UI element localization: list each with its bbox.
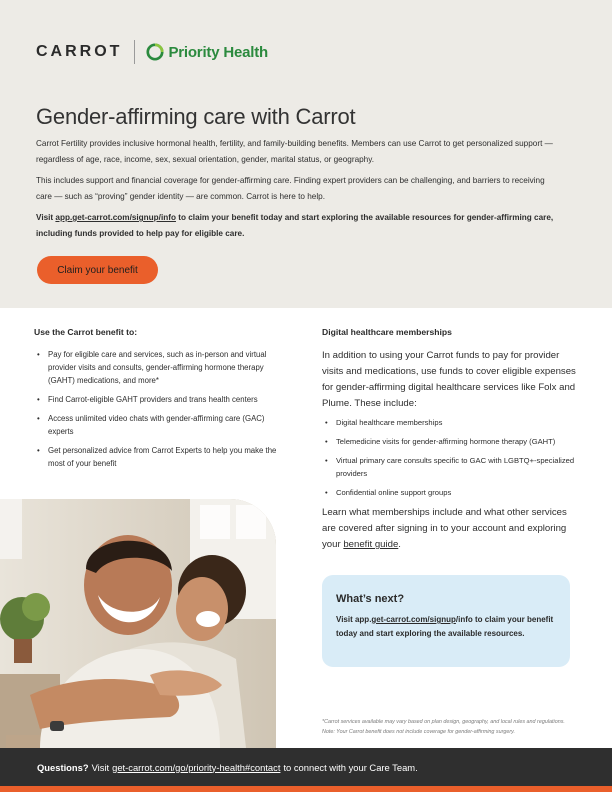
intro-paragraph: Carrot Fertility provides inclusive hormonal health, fertility, and family-building benefits. Members can use Carrot to get personalized support — regardless of age, race, income, sex, sexual orientation, gender, marital status, or geography. <box>36 139 553 164</box>
digital-outro <box>322 505 580 553</box>
cta-paragraph <box>36 210 556 242</box>
contact-link[interactable]: get-carrot.com/go/priority-health#contact <box>112 761 281 773</box>
cta-prefix: Visit <box>36 213 56 222</box>
list-item: • Virtual primary care consults specific to GAC with LGBTQ+-specialized providers <box>322 454 580 480</box>
digital-list <box>322 416 580 499</box>
list-item: • Find Carrot-eligible GAHT providers and trans health centers <box>34 393 290 406</box>
wn-prefix: Visit app. <box>336 615 372 624</box>
logo-row <box>36 38 268 66</box>
footer-prefix: Visit <box>91 761 110 773</box>
priority-health-logo: Priority Health <box>168 43 268 61</box>
support-paragraph: This includes support and financial coverage for gender-affirming care. Finding expert providers can be challenging, and barriers to receiving care — such as “proving” gender identity — are common. Carrot is here to help. <box>36 176 545 201</box>
disclaimer-line-1: *Carrot services available may vary based on plan design, geography, and local rules and regulations. <box>322 719 565 725</box>
list-item: • Confidential online support groups <box>322 486 580 499</box>
footer-accent-bar <box>0 786 612 792</box>
wn-suffix: /info to claim your benefit today and start exploring the available resources. <box>336 615 554 638</box>
whats-next-title: What’s next? <box>336 593 405 605</box>
couple-photo <box>0 499 276 748</box>
list-item: • Pay for eligible care and services, such as in-person and virtual provider visits and consults, gender-affirming hormone therapy (GAHT) medications, and more* <box>34 348 290 387</box>
footer-suffix: to connect with your Care Team. <box>283 761 418 773</box>
carrot-logo: CARROT <box>36 43 123 60</box>
benefit-guide-link[interactable]: benefit guide <box>343 539 399 550</box>
cta-suffix: to claim your benefit today and start exploring the available resources for gender-affirming care, including funds provided to help pay for eligible care. <box>36 213 554 238</box>
hero-section <box>0 0 612 308</box>
claim-benefit-button[interactable]: Claim your benefit <box>37 256 158 284</box>
list-item: • Access unlimited video chats with gender-affirming care (GAC) experts <box>34 412 290 438</box>
disclaimer-line-2: Note: Your Carrot benefit does not include coverage for gender-affirming surgery. <box>322 729 515 735</box>
whats-next-callout <box>322 575 570 667</box>
footer-label: Questions? <box>37 761 89 773</box>
whats-next-link[interactable]: get-carrot.com/signup <box>371 615 456 624</box>
list-item: • Get personalized advice from Carrot Experts to help you make the most of your benefit <box>34 444 290 470</box>
page-title: Gender-affirming care with Carrot <box>36 104 356 129</box>
digital-heading: Digital healthcare memberships <box>322 327 452 337</box>
outro-prefix: Learn what memberships include and what other services are covered after signing in to your account and exploring your <box>322 507 567 550</box>
benefit-list <box>34 348 290 470</box>
couple-illustration <box>0 499 276 748</box>
digital-intro: In addition to using your Carrot funds to pay for provider visits and medications, use funds to cover eligible expenses for gender-affirming digital healthcare services like Folx and Plume. These include: <box>322 350 576 409</box>
outro-suffix: . <box>398 539 401 550</box>
signup-link[interactable]: app.get-carrot.com/signup/info <box>55 213 176 222</box>
disclaimer <box>322 717 597 737</box>
whats-next-body <box>336 613 556 641</box>
logo-divider <box>134 40 135 64</box>
list-item: • Telemedicine visits for gender-affirming hormone therapy (GAHT) <box>322 435 580 448</box>
benefit-section <box>34 327 290 476</box>
priority-health-logo-icon <box>146 43 164 61</box>
digital-healthcare-section <box>322 327 580 553</box>
footer-bar <box>0 748 612 786</box>
list-item: • Digital healthcare memberships <box>322 416 580 429</box>
benefit-heading: Use the Carrot benefit to: <box>34 327 138 337</box>
